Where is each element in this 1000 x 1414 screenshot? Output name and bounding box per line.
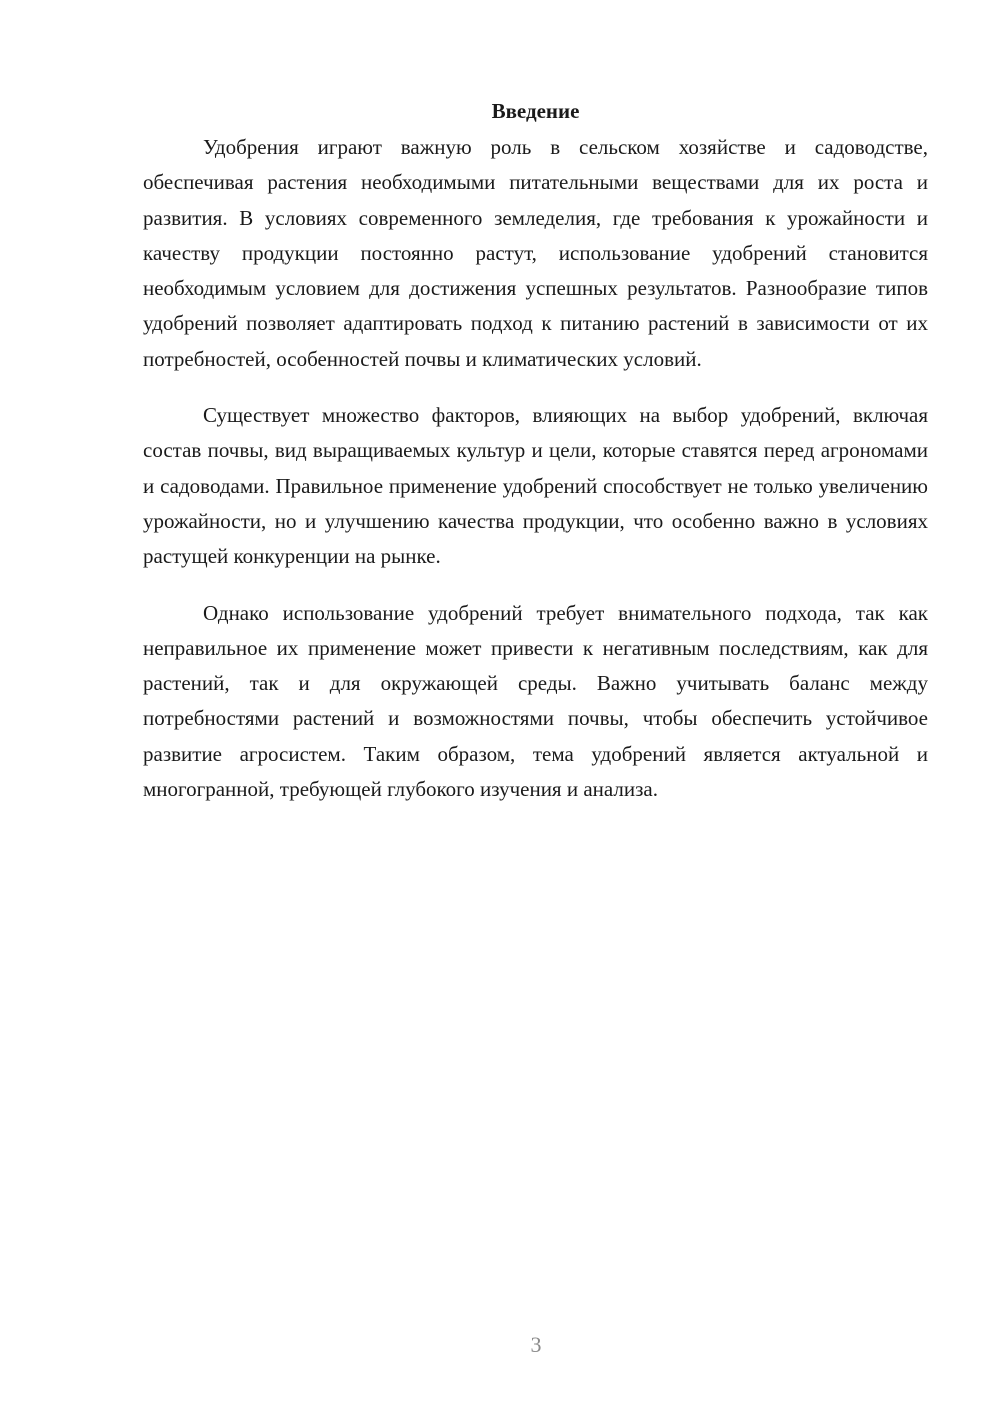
paragraph-approach: Однако использование удобрений требует внимательного подхода, так как неправильное их применение может привести к негативным последствиям, как для растений, так и для окружающей среды. Важно учитывать баланс между потребностями растений и возможностями почвы, чтобы обеспечить устойчивое развитие агросистем. Таким образом, тема удобрений является актуальной и многогранной, требующей глубокого изучения и анализа. (143, 600, 928, 802)
section-title: Введение (491, 99, 580, 123)
page-body (143, 96, 928, 807)
paragraph-intro: Удобрения играют важную роль в сельском хозяйстве и садоводстве, обеспечивая растения необходимыми питательными веществами для их роста и развития. В условиях современного земледелия, где требования к урожайности и качеству продукции постоянно растут, использование удобрений становится необходимым условием для достижения успешных результатов. Разнообразие типов удобрений позволяет адаптировать подход к питанию растений в зависимости от их потребностей, особенностей почвы и климатических условий. (143, 135, 928, 371)
paragraph-factors: Существует множество факторов, влияющих на выбор удобрений, включая состав почвы, вид выращиваемых культур и цели, которые ставятся перед агрономами и садоводами. Правильное применение удобрений способствует не только увеличению урожайности, но и улучшению качества продукции, что особенно важно в условиях растущей конкуренции на рынке. (143, 403, 928, 569)
page-number: 3 (530, 1332, 542, 1357)
